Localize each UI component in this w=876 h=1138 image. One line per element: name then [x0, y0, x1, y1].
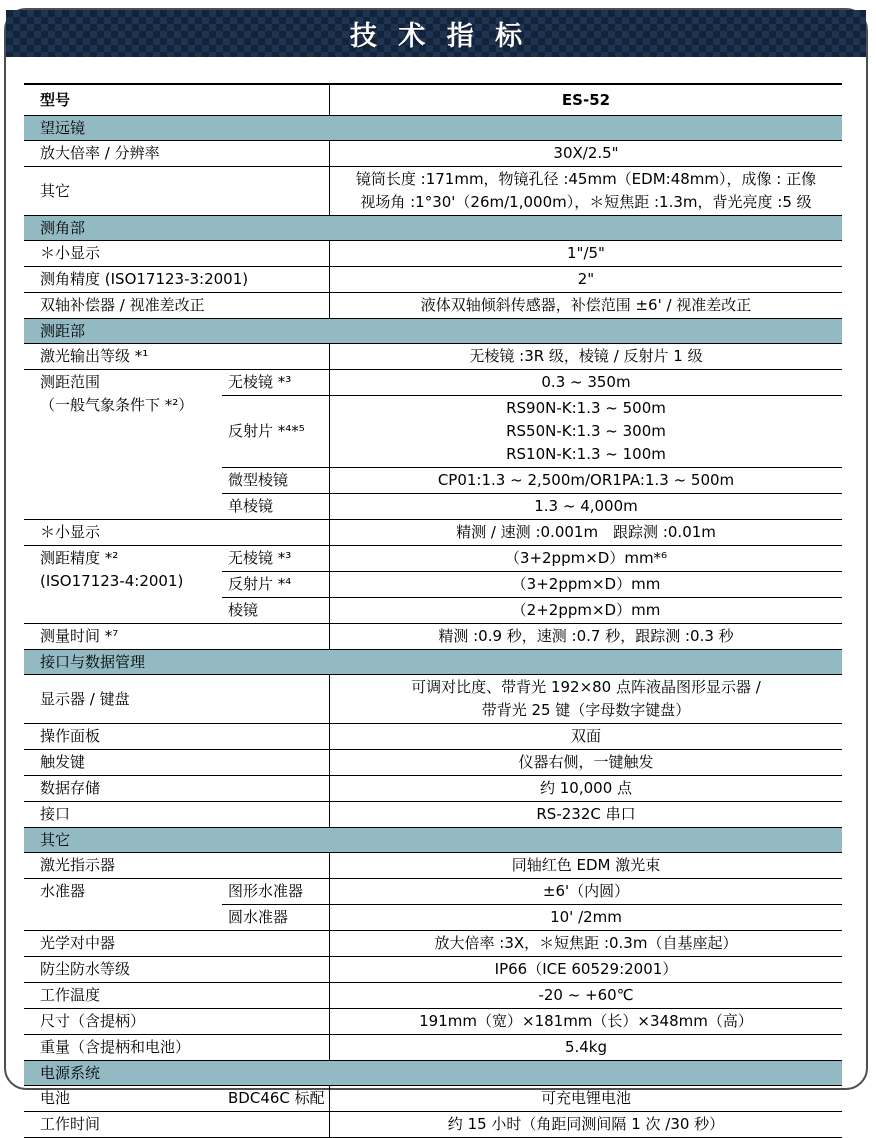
spec-row — [24, 1112, 842, 1138]
row-label-line: 放大倍率 / 分辨率 — [40, 144, 160, 162]
row-value-line: 精测 / 速测 :0.001m 跟踪测 :0.01m — [456, 523, 716, 541]
row-value-line: 放大倍率 :3X，＊短焦距 :0.3m（自基座起） — [434, 934, 738, 952]
row-label — [24, 750, 330, 775]
row-label — [24, 624, 330, 649]
spec-row — [24, 624, 842, 650]
row-label — [24, 344, 330, 369]
row-value — [330, 267, 842, 292]
spec-group-row — [24, 370, 842, 520]
sub-value — [330, 879, 842, 904]
sub-value — [330, 494, 842, 519]
row-value-line: 双面 — [570, 727, 601, 745]
row-label — [24, 957, 330, 982]
group-label — [24, 1086, 222, 1111]
spec-sheet — [4, 8, 868, 1133]
group-subrows — [222, 1086, 842, 1111]
row-value — [330, 675, 842, 723]
row-value-line: 191mm（宽）×181mm（长）×348mm（高） — [419, 1012, 753, 1030]
row-label — [24, 675, 330, 723]
row-label-line: 显示器 / 键盘 — [40, 689, 130, 708]
section-header: 测距部 — [24, 319, 842, 344]
page-title: 技 术 指 标 — [349, 21, 529, 52]
group-subrows — [222, 879, 842, 930]
row-value-line: -20 ~ +60℃ — [538, 986, 634, 1004]
section-header: 电源系统 — [24, 1061, 842, 1086]
row-label — [24, 267, 330, 292]
row-value — [330, 750, 842, 775]
sub-value-line: RS50N-K:1.3 ~ 300m — [506, 422, 666, 440]
row-label-line: 数据存储 — [40, 779, 101, 797]
sub-value — [330, 546, 842, 571]
row-label-line: 工作温度 — [40, 986, 101, 1004]
sub-label: 图形水准器 — [222, 879, 330, 904]
sub-value-line: ±6'（内圆） — [542, 882, 630, 900]
sub-value-line: 10' /2mm — [550, 908, 622, 926]
row-value — [330, 293, 842, 318]
row-label-line: 激光指示器 — [40, 856, 116, 874]
sub-value — [330, 396, 842, 467]
sub-label: 反射片 *⁴*⁵ — [222, 396, 330, 467]
row-label — [24, 167, 330, 215]
spec-group-row — [24, 1086, 842, 1112]
row-value-line: 约 15 小时（角距同测间隔 1 次 /30 秒） — [447, 1115, 725, 1133]
row-label — [24, 776, 330, 801]
row-value — [330, 853, 842, 878]
sub-value-line: RS10N-K:1.3 ~ 100m — [506, 445, 666, 463]
row-label-line: 重量（含提柄和电池） — [40, 1038, 191, 1056]
sub-value — [330, 572, 842, 597]
row-value — [330, 931, 842, 956]
sub-value-line: CP01:1.3 ~ 2,500m/OR1PA:1.3 ~ 500m — [437, 471, 735, 489]
sub-value — [330, 370, 842, 395]
row-value-line: 视场角 :1°30'（26m/1,000m），＊短焦距 :1.3m，背光亮度 :5 级 — [360, 193, 812, 211]
section-header: 其它 — [24, 828, 842, 853]
spec-row — [24, 802, 842, 828]
spec-row — [24, 1009, 842, 1035]
row-label — [24, 241, 330, 266]
row-label-line: ＊小显示 — [40, 523, 101, 541]
row-label-line: 测角精度 (ISO17123-3:2001) — [40, 270, 249, 288]
sub-value — [330, 598, 842, 623]
row-label — [24, 141, 330, 166]
row-label-line: 激光输出等级 *¹ — [40, 347, 149, 365]
sub-label: 圆水准器 — [222, 905, 330, 930]
spec-row — [24, 983, 842, 1009]
row-value — [330, 241, 842, 266]
spec-row — [24, 675, 842, 724]
row-label — [24, 1009, 330, 1034]
row-value-line: RS-232C 串口 — [536, 805, 636, 823]
row-value — [330, 1009, 842, 1034]
row-label-line: 接口 — [40, 805, 71, 823]
spec-row — [24, 141, 842, 167]
row-value-line: 带背光 25 键（字母数字键盘） — [481, 701, 691, 719]
sub-label: 无棱镜 *³ — [222, 370, 330, 395]
sub-value — [330, 1086, 842, 1111]
row-value — [330, 344, 842, 369]
row-value-line: 镜筒长度 :171mm，物镜孔径 :45mm（EDM:48mm），成像 : 正像 — [355, 170, 817, 188]
row-value-line: 约 10,000 点 — [539, 779, 633, 797]
row-value-line: 1"/5" — [567, 244, 605, 262]
group-label — [24, 546, 222, 623]
sub-value — [330, 468, 842, 493]
row-value — [330, 724, 842, 749]
row-value — [330, 167, 842, 215]
spec-group-row — [24, 546, 842, 624]
row-label — [24, 853, 330, 878]
row-value-line: 5.4kg — [564, 1038, 608, 1056]
spec-row — [24, 1035, 842, 1061]
sub-label: 反射片 *⁴ — [222, 572, 330, 597]
row-value-line: 30X/2.5" — [553, 144, 619, 162]
row-value-line: IP66（ICE 60529:2001） — [494, 960, 678, 978]
spec-row — [24, 776, 842, 802]
row-label-line: 尺寸（含提柄） — [40, 1012, 146, 1030]
row-label-line: 防尘防水等级 — [40, 960, 131, 978]
group-subrows — [222, 546, 842, 623]
sub-label: 单棱镜 — [222, 494, 330, 519]
row-value — [330, 141, 842, 166]
sub-value-line: RS90N-K:1.3 ~ 500m — [506, 399, 666, 417]
row-label-line: 触发键 — [40, 753, 86, 771]
sub-value-line: 1.3 ~ 4,000m — [534, 497, 638, 515]
row-label — [24, 802, 330, 827]
model-value: ES-52 — [561, 90, 611, 109]
spec-row — [24, 344, 842, 370]
spec-row — [24, 750, 842, 776]
group-label-line: （一般气象条件下 *²） — [40, 396, 194, 414]
spec-row — [24, 724, 842, 750]
row-label — [24, 931, 330, 956]
sub-label: 无棱镜 *³ — [222, 546, 330, 571]
sub-value-line: （2+2ppm×D）mm — [511, 601, 661, 619]
sub-row — [222, 904, 842, 930]
sub-row — [222, 467, 842, 493]
row-label — [24, 724, 330, 749]
spec-row — [24, 853, 842, 879]
section-header: 望远镜 — [24, 116, 842, 141]
spec-row — [24, 293, 842, 319]
row-label-line: 双轴补偿器 / 视准差改正 — [40, 296, 205, 314]
spec-row — [24, 957, 842, 983]
sub-row — [222, 370, 842, 395]
row-value — [330, 1112, 842, 1137]
row-label — [24, 293, 330, 318]
sub-row — [222, 395, 842, 467]
row-value — [330, 983, 842, 1008]
section-header: 接口与数据管理 — [24, 650, 842, 675]
spec-row — [24, 241, 842, 267]
row-label — [24, 520, 330, 545]
group-subrows — [222, 370, 842, 519]
sub-row — [222, 597, 842, 623]
row-label-line: ＊小显示 — [40, 244, 101, 262]
spec-group-row — [24, 879, 842, 931]
group-label-line: 电池 — [40, 1089, 71, 1107]
row-value — [330, 624, 842, 649]
model-row — [24, 85, 842, 116]
row-value — [330, 1035, 842, 1060]
row-label — [24, 1035, 330, 1060]
sub-value — [330, 905, 842, 930]
row-value — [330, 802, 842, 827]
row-value-line: 可调对比度、带背光 192×80 点阵液晶图形显示器 / — [411, 678, 761, 696]
model-label: 型号 — [24, 85, 330, 115]
sub-label: 微型棱镜 — [222, 468, 330, 493]
row-value — [330, 957, 842, 982]
row-label-line: 测量时间 *⁷ — [40, 627, 119, 645]
group-label-line: 测距精度 *² — [40, 549, 119, 567]
row-label-line: 工作时间 — [40, 1115, 101, 1133]
sub-value-line: （3+2ppm×D）mm*⁶ — [504, 549, 668, 567]
spec-row — [24, 520, 842, 546]
spec-row — [24, 931, 842, 957]
group-label-line: 测距范围 — [40, 373, 101, 391]
spec-table — [24, 83, 842, 1138]
sub-row — [222, 493, 842, 519]
title-band — [6, 10, 866, 57]
spec-row — [24, 167, 842, 216]
row-value-line: 精测 :0.9 秒，速测 :0.7 秒，跟踪测 :0.3 秒 — [438, 627, 734, 645]
row-value-line: 同轴红色 EDM 激光束 — [511, 856, 661, 874]
sub-value-line: 可充电锂电池 — [540, 1089, 631, 1107]
group-label — [24, 370, 222, 519]
group-label-line: 水准器 — [40, 882, 86, 900]
row-value-line: 2" — [577, 270, 595, 288]
sub-value-line: （3+2ppm×D）mm — [511, 575, 661, 593]
row-label — [24, 1112, 330, 1137]
row-value — [330, 776, 842, 801]
sub-row — [222, 879, 842, 904]
group-label — [24, 879, 222, 930]
row-value-line: 无棱镜 :3R 级，棱镜 / 反射片 1 级 — [469, 347, 703, 365]
sub-row — [222, 546, 842, 571]
spec-row — [24, 267, 842, 293]
sub-row — [222, 1086, 842, 1111]
row-value-line: 仪器右侧，一键触发 — [518, 753, 654, 771]
row-label-line: 其它 — [40, 181, 71, 200]
sub-label: 棱镜 — [222, 598, 330, 623]
group-label-line: (ISO17123-4:2001) — [40, 572, 184, 590]
section-header: 测角部 — [24, 216, 842, 241]
row-label-line: 光学对中器 — [40, 934, 116, 952]
row-value — [330, 520, 842, 545]
row-label-line: 操作面板 — [40, 727, 101, 745]
sub-label: BDC46C 标配 — [222, 1086, 330, 1111]
sub-row — [222, 571, 842, 597]
row-label — [24, 983, 330, 1008]
sub-value-line: 0.3 ~ 350m — [541, 373, 631, 391]
row-value-line: 液体双轴倾斜传感器，补偿范围 ±6' / 视准差改正 — [420, 296, 752, 314]
